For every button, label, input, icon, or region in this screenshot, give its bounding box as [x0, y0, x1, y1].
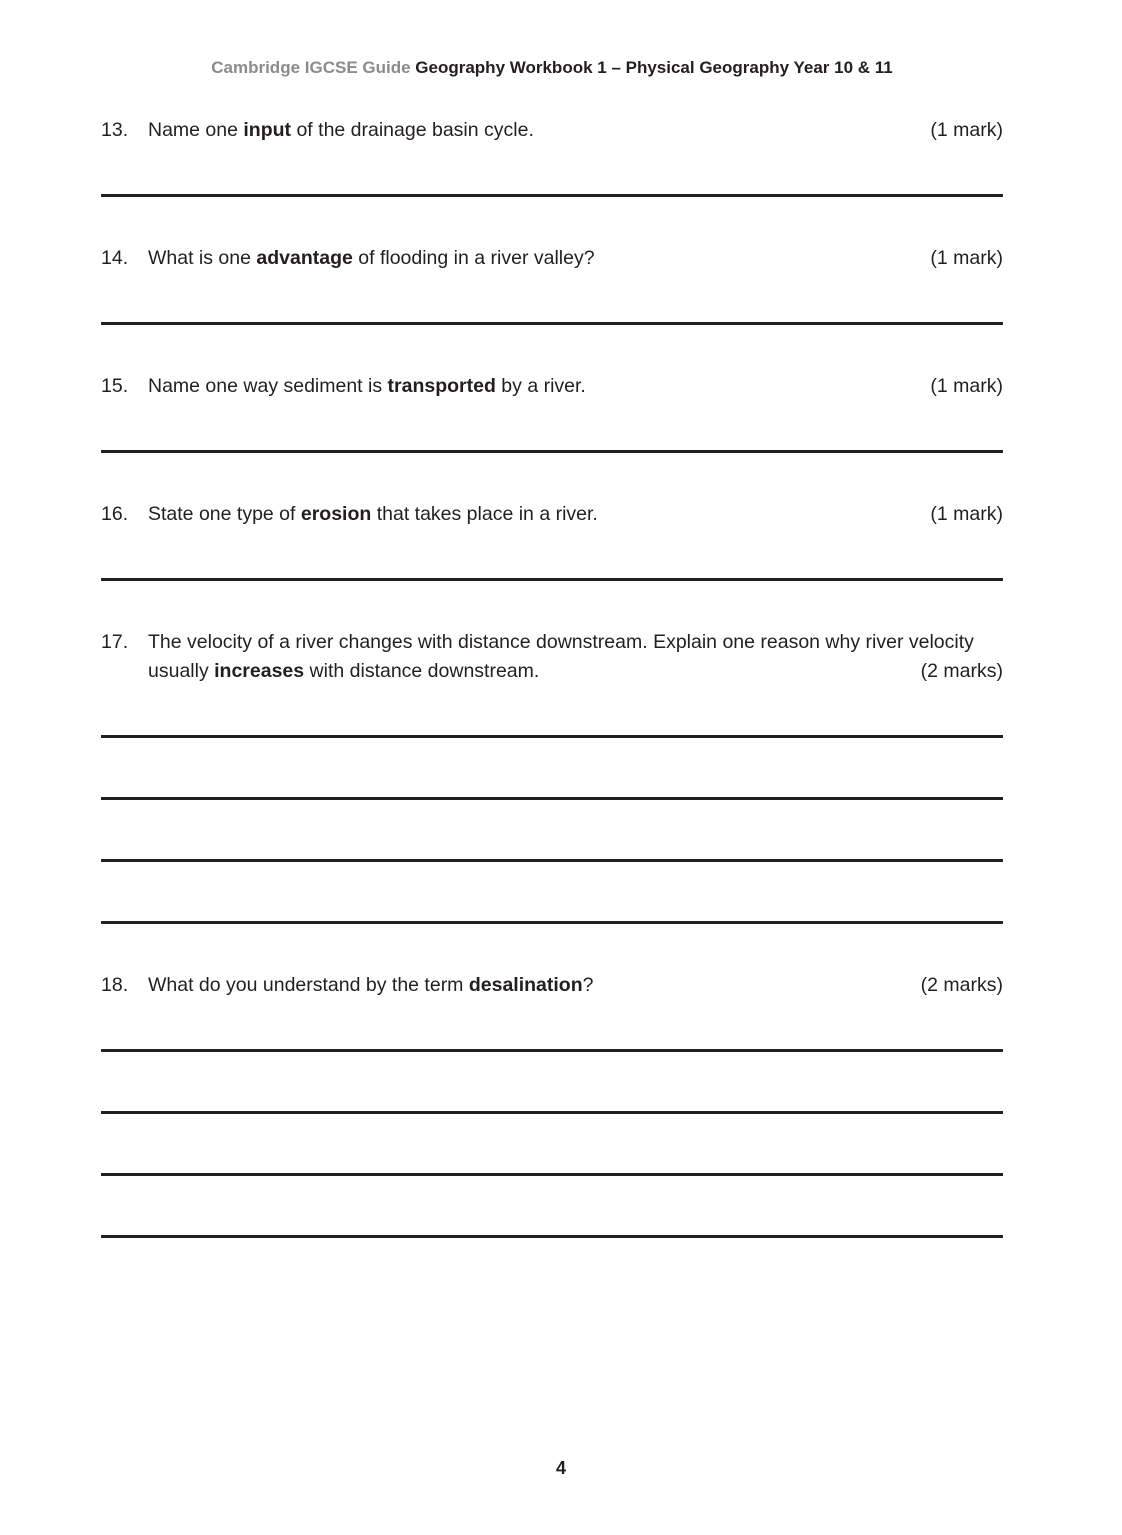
question-number: 18. — [101, 974, 129, 996]
marks-label: (2 marks) — [920, 974, 1003, 996]
answer-line — [101, 529, 1003, 581]
question-text-part: that takes place in a river. — [371, 503, 598, 525]
question-block — [101, 116, 1003, 197]
question-row — [101, 372, 1003, 401]
question-text-part: of the drainage basin cycle. — [291, 119, 534, 141]
question-text-part: Name one — [148, 119, 244, 141]
question-text-part: ? — [582, 974, 594, 996]
question-number: 14. — [101, 247, 129, 269]
question-text-part: of flooding in a river valley? — [352, 247, 595, 269]
marks-label: (1 mark) — [930, 247, 1003, 269]
question-number: 15. — [101, 375, 129, 397]
answer-line — [101, 800, 1003, 862]
question-row — [101, 244, 1003, 273]
marks-label: (1 mark) — [930, 375, 1003, 397]
questions-section — [101, 116, 1003, 1238]
question-text — [148, 372, 1003, 401]
question-number: 17. — [101, 631, 129, 653]
question-row — [101, 971, 1003, 1000]
marks-label: (1 mark) — [930, 119, 1003, 141]
page-number: 4 — [555, 1458, 566, 1478]
question-block — [101, 500, 1003, 581]
answer-line — [101, 862, 1003, 924]
question-text-part: Name one way sediment is — [148, 375, 388, 397]
question-text-part: input — [243, 119, 292, 141]
question-text-part: desalination — [468, 974, 583, 996]
question-text — [148, 628, 1003, 686]
question-text-part: with distance downstream. — [304, 660, 540, 682]
header-series-label: Cambridge IGCSE Guide — [211, 58, 411, 77]
question-row — [101, 628, 1003, 686]
question-block — [101, 244, 1003, 325]
answer-line — [101, 1114, 1003, 1176]
question-row — [101, 500, 1003, 529]
question-text-part: by a river. — [495, 375, 586, 397]
answer-line — [101, 273, 1003, 325]
question-text-part: What is one — [148, 247, 257, 269]
answer-line — [101, 686, 1003, 738]
question-block — [101, 372, 1003, 453]
question-text-part: The velocity of a river changes with distance downstream. Explain one reason why river velocity usually — [148, 631, 974, 682]
header-book-title: Geography Workbook 1 – Physical Geography Year 10 & 11 — [415, 58, 893, 77]
question-block — [101, 971, 1003, 1238]
answer-line — [101, 401, 1003, 453]
question-number: 16. — [101, 503, 129, 525]
question-text-part: transported — [387, 375, 496, 397]
question-text — [148, 244, 1003, 273]
question-text-part: erosion — [300, 503, 372, 525]
question-text-part: State one type of — [148, 503, 301, 525]
answer-line — [101, 145, 1003, 197]
question-number: 13. — [101, 119, 129, 141]
answer-line — [101, 738, 1003, 800]
question-text-part: increases — [214, 660, 305, 682]
question-text-part: What do you understand by the term — [148, 974, 469, 996]
marks-label: (2 marks) — [920, 660, 1003, 682]
question-text — [148, 116, 1003, 145]
answer-line — [101, 1000, 1003, 1052]
answer-line — [101, 1176, 1003, 1238]
question-text-part: advantage — [256, 247, 353, 269]
question-text — [148, 500, 1003, 529]
answer-line — [101, 1052, 1003, 1114]
page-header — [101, 56, 1003, 80]
question-text — [148, 971, 1003, 1000]
marks-label: (1 mark) — [930, 503, 1003, 525]
question-row — [101, 116, 1003, 145]
question-block — [101, 628, 1003, 924]
